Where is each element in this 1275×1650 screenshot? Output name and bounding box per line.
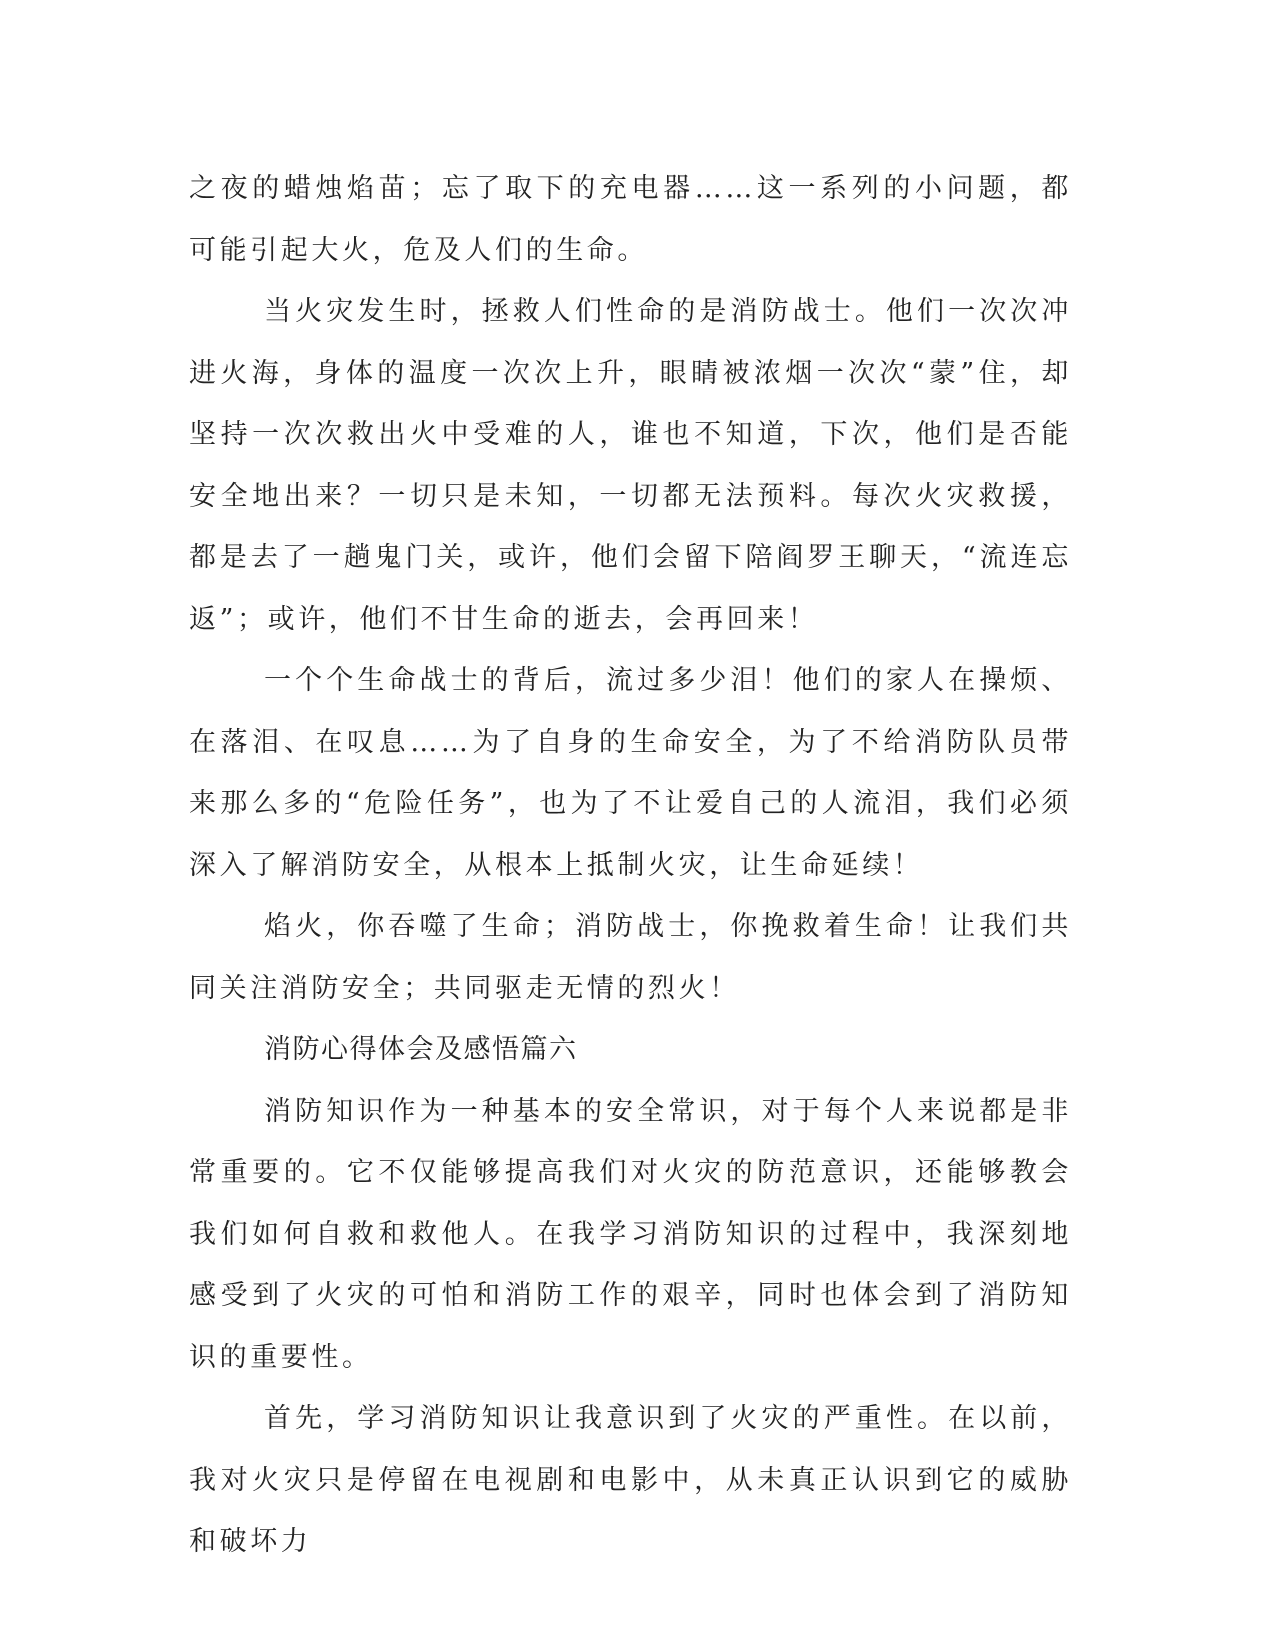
section-heading: 消防心得体会及感悟篇六 bbox=[264, 1034, 578, 1065]
document-body bbox=[189, 158, 1072, 1573]
paragraph-call-to-action: 焰火，你吞噬了生命；消防战士，你挽救着生命！让我们共同关注消防安全；共同驱走无情的烈火！ bbox=[189, 911, 1072, 1004]
paragraph-continuation: 之夜的蜡烛焰苗；忘了取下的充电器……这一系列的小问题，都可能引起大火，危及人们的生命。 bbox=[189, 173, 1072, 266]
paragraph-families: 一个个生命战士的背后，流过多少泪！他们的家人在操烦、在落泪、在叹息……为了自身的生命安全，为了不给消防队员带来那么多的“危险任务”，也为了不让爱自己的人流泪，我们必须深入了解消防安全，从根本上抵制火灾，让生命延续！ bbox=[189, 665, 1072, 881]
paragraph-firefighters: 当火灾发生时，拯救人们性命的是消防战士。他们一次次冲进火海，身体的温度一次次上升，眼睛被浓烟一次次“蒙”住，却坚持一次次救出火中受难的人，谁也不知道，下次，他们是否能安全地出来？一切只是未知，一切都无法预料。每次火灾救援，都是去了一趟鬼门关，或许，他们会留下陪阎罗王聊天，“流连忘返”；或许，他们不甘生命的逝去，会再回来！ bbox=[189, 296, 1072, 635]
paragraph-first-point: 首先，学习消防知识让我意识到了火灾的严重性。在以前，我对火灾只是停留在电视剧和电影中，从未真正认识到它的威胁和破坏力 bbox=[189, 1403, 1072, 1557]
paragraph-knowledge-intro: 消防知识作为一种基本的安全常识，对于每个人来说都是非常重要的。它不仅能够提高我们对火灾的防范意识，还能够教会我们如何自救和救他人。在我学习消防知识的过程中，我深刻地感受到了火灾的可怕和消防工作的艰辛，同时也体会到了消防知识的重要性。 bbox=[189, 1095, 1072, 1373]
